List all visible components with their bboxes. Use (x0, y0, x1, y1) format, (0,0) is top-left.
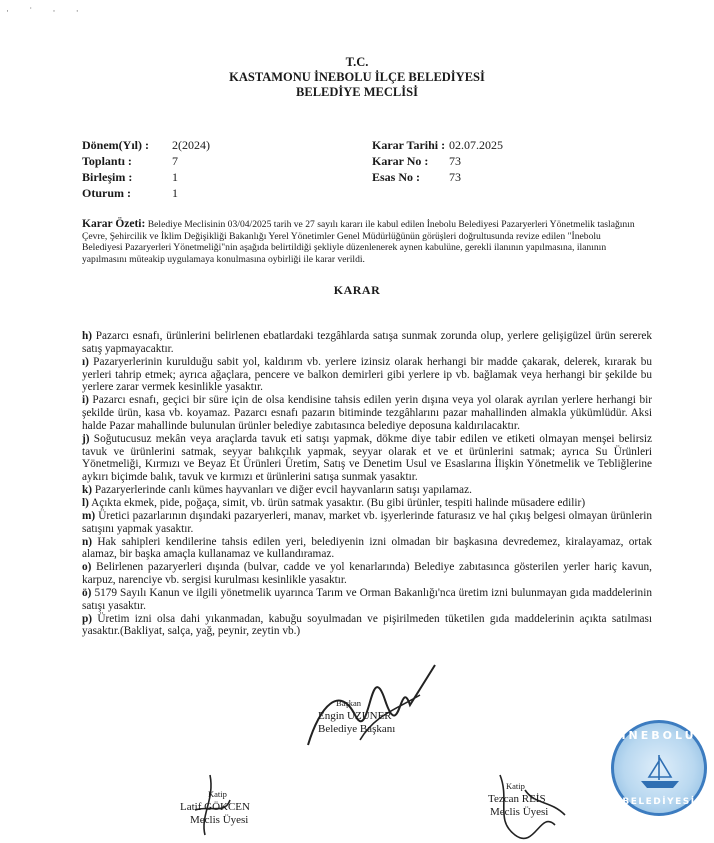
meta-row-karar-no (372, 153, 503, 169)
ship-icon (637, 751, 683, 791)
meta-value: 73 (449, 170, 461, 184)
meta-label: Oturum : (82, 186, 131, 200)
item-letter: j) (82, 432, 90, 445)
item-text: Soğutucusuz mekân veya araçlarda tavuk eti satışı yapmak, dökme diye tabir edilen ve etiketi olmayan menşei belirsiz tavuk ve ürünlerini satmak, seyyar balıkçılık yapmak, seyyar olarak et ve et ürünlerini satmak; ayrıca Su Ürünleri Yönetmeliği, Kırmızı ve Beyaz Et Ürünleri Üretim, Satış ve Denetim Usul ve Esaslarına İlişkin Yönetmelik ve Tebliğlerine aykırı biçimde balık, tavuk ve kırmızı et ürünlerini satışa sunmak yasaktır. (82, 432, 652, 484)
item-letter: h) (82, 330, 93, 342)
meta-label: Birleşim : (82, 170, 133, 184)
seal-bottom-text: BELEDİYESİ (622, 797, 696, 807)
item-text: Pazaryerlerinde canlı kümes hayvanları ve diğer evcil hayvanların satışı yapılamaz. (94, 484, 472, 497)
meta-label: Toplantı : (82, 154, 132, 168)
meta-row-donem (82, 137, 210, 153)
signature-clerk-left (180, 788, 250, 827)
municipality-seal (611, 720, 707, 816)
meta-value: 02.07.2025 (449, 138, 503, 152)
item-text: Hak sahipleri kendilerine tahsis edilen yeri, belediyenin izni olmadan bir başkasına devredemez, kiralayamaz, ortak alamaz, bir başka amaçla kullanamaz ve kullandıramaz. (82, 535, 652, 561)
signature-title: Meclis Üyesi (190, 814, 249, 826)
item-letter: l) (82, 496, 89, 509)
list-item (82, 484, 652, 497)
signature-title: Meclis Üyesi (490, 806, 549, 818)
signature-title: Belediye Başkanı (318, 723, 396, 735)
list-item (82, 561, 652, 587)
list-item (82, 613, 652, 639)
scan-specks: · ˙ · · (6, 6, 88, 16)
signature-role: Başkan (336, 698, 362, 708)
meta-row-esas-no (372, 169, 503, 185)
meta-row-karar-tarihi (372, 137, 503, 153)
meta-value: 73 (449, 154, 461, 168)
meta-row-oturum (82, 185, 210, 201)
meta-left (82, 137, 210, 201)
signature-role: Katip (208, 789, 227, 799)
item-letter: o) (82, 561, 92, 574)
item-text: Pazarcı esnafı, ürünlerini belirlenen ebatlardaki tezgâhlarda satışa sunmak zorunda olup, yerlere gelişigüzel ürün sererek satış yapmayacaktır. (82, 330, 652, 355)
item-text: Açıkta ekmek, pide, poğaça, simit, vb. ürün satmak yasaktır. (Bu gibi ürünler, tespiti halinde müsadere edilir) (91, 496, 586, 509)
meta-value: 1 (172, 170, 178, 184)
item-text: Pazaryerlerinin kurulduğu sabit yol, kaldırım vb. yerlere izinsiz olarak herhangi bir madde çakarak, delerek, kırarak bu yerleri tahrip etmek; ayrıca ağaçlara, pencere ve balkon demirleri gibi yerlere ip vb. bağlamak veya herhangi bir şekilde bu yerlere zarar vermek kesinlikle yasaktır. (82, 355, 652, 394)
section-title: KARAR (333, 283, 381, 297)
item-text: Üretim izni olsa dahi yıkanmadan, kabuğu soyulmadan ve pişirilmeden tüketilen gıda maddelerinin açıkta satılması yasaktır.(Bakliyat, salça, yağ, peynir, zeytin vb.) (82, 612, 653, 638)
meta-row-toplanti (82, 153, 210, 169)
list-item (82, 587, 652, 613)
signature-name: Engin UZUNER (318, 710, 392, 722)
signature-name: Tezcan REİS (488, 793, 546, 805)
list-item (82, 356, 652, 395)
meta-value: 1 (172, 186, 178, 200)
header-municipality: KASTAMONU İNEBOLU İLÇE BELEDİYESİ (229, 70, 485, 84)
meta-label: Karar No : (372, 154, 429, 168)
list-item (82, 433, 652, 484)
signature-name: Latif GÖKCEN (180, 801, 250, 813)
item-letter: n) (82, 535, 93, 548)
list-item (82, 394, 652, 433)
list-item (82, 510, 652, 536)
meta-right (372, 137, 503, 185)
decision-items (82, 330, 652, 638)
summary-label: Karar Özeti: (82, 218, 146, 230)
item-text: Pazarcı esnafı, geçici bir süre için de olsa kendisine tahsis edilen yerin dışına veya yol olarak ayrılan yerlere herhangi bir şekilde ürün, kasa vb. koyamaz. Pazarcı esnafı pazarın bitiminde tezgâhlarını pazar mahallinden almakla yükümlüdür. Aksi halde Pazar mahallinde bulunulan ürünler belediye zabıtasınca belediye deposuna kaldırılacaktır. (82, 394, 652, 432)
item-letter: m) (82, 509, 96, 522)
meta-label: Karar Tarihi : (372, 138, 446, 152)
item-text: 5179 Sayılı Kanun ve ilgili yönetmelik uyarınca Tarım ve Orman Bakanlığı'nca üretim izni bulunmayan gıda maddelerinin satışı yasaktır. (82, 586, 652, 612)
list-item (82, 330, 652, 356)
item-letter: ö) (82, 586, 92, 599)
meta-label: Esas No : (372, 170, 421, 184)
item-letter: i) (82, 394, 89, 407)
meta-row-birlesim (82, 169, 210, 185)
meta-value: 7 (172, 154, 178, 168)
decision-summary (82, 219, 642, 265)
meta-value: 2(2024) (172, 138, 210, 152)
summary-text: Belediye Meclisinin 03/04/2025 tarih ve 27 sayılı kararı ile kabul edilen İnebolu Belediyesi Pazaryerleri Yönetmelik taslağının Çevre, Şehircilik ve İklim Değişikliği Bakanlığı Yerel Yönetimler Genel Müdürlüğünün görüşleri doğrultusunda revize edilen "İnebolu Belediyesi Pazaryerleri Yönetmeliği"nin aşağıda belirtildiği şekliyle düzenlenerek aynen kabulüne, gerekli ilanının yapılmasına, ilanının yapılmasını müteakip uygulamaya konulmasına oybirliği ile karar verildi. (82, 219, 635, 265)
item-letter: ı) (82, 355, 89, 368)
item-letter: k) (82, 484, 93, 497)
seal-top-text: İNEBOLU (621, 729, 697, 742)
header-tc: T.C. (345, 55, 369, 69)
list-item (82, 536, 652, 562)
signature-role: Katip (506, 781, 525, 791)
meta-label: Dönem(Yıl) : (82, 138, 149, 152)
list-item (82, 497, 652, 510)
header-council: BELEDİYE MECLİSİ (296, 85, 418, 99)
item-letter: p) (82, 612, 93, 625)
item-text: Belirlenen pazaryerleri dışında (bulvar, cadde ve yol kenarlarında) Belediye zabıtasınca gösterilen yerler hariç kavun, karpuz, narenciye vb. sergisi kurulması kesinlikle yasaktır. (82, 561, 653, 587)
item-text: Üretici pazarlarının dışındaki pazaryerleri, manav, market vb. işyerlerinde faturasız ve hal çıkış belgesi olmayan ürünlerin satışını yapmak yasaktır. (82, 509, 653, 535)
signature-clerk-right (488, 780, 548, 819)
signature-president (318, 697, 395, 736)
